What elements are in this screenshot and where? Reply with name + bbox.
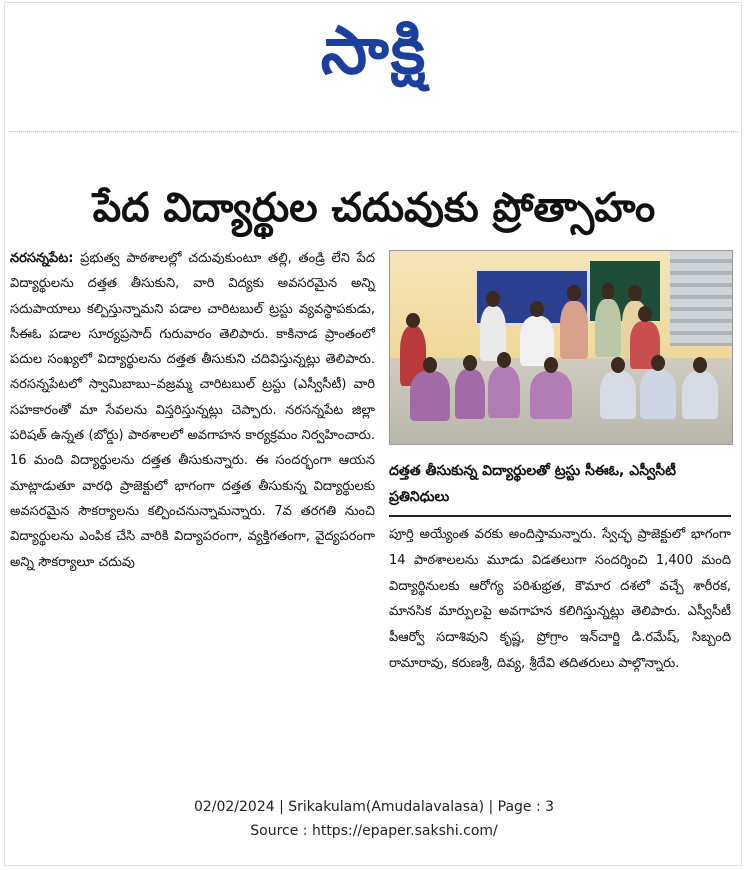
photo-person (455, 369, 485, 419)
photo-person-head (530, 301, 544, 317)
article-dateline: నరసన్నపేట: (10, 251, 74, 266)
photo-person-head (497, 352, 511, 368)
photo-person (560, 301, 588, 359)
photo-person (410, 371, 450, 421)
photo-person (640, 369, 676, 419)
photo-person (600, 371, 636, 419)
article-photo (389, 250, 733, 445)
page-footer (0, 795, 748, 843)
article-body-left: ప్రభుత్వ పాఠశాలల్లో చదువుకుంటూ తల్లి, తండ్రి లేని పేద విద్యార్థులను దత్తత తీసుకుని, వారి విద్యకు అవసరమైన అన్ని సదుపాయాలు కల్పిస్తున్నామని పడాల చారిటబుల్ ట్రస్టు వ్యవస్థాపకుడు, సీఈఓ పడాల సూర్యప్రసాద్ గురువారం తెలిపారు. కాకినాడ ప్రాంతంలో పదుల సంఖ్యలో విద్యార్థులను దత్తత తీసుకుని చదివిస్తున్నట్లు తెలిపారు. నరసన్నపేటలో స్వామిబాబు–వజ్రమ్మ చారిటబుల్ ట్రస్టు (ఎస్వీసీటీ) వారి సహకారంతో మా సేవలను విస్తరిస్తున్నట్లు చెప్పారు. నరసన్నపేట జిల్లా పరిషత్ ఉన్నత (బోర్డు) పాఠశాలలో అవగాహన కార్యక్రమం నిర్వహించారు. 16 మంది విద్యార్థులను దత్తత తీసుకున్నారు. ఈ సందర్భంగా ఆయన మాట్లాడుతూ వారధి ప్రాజెక్టులో భాగంగా దత్తత తీసుకున్న విద్యార్థులకు అవసరమైన సౌకర్యాలను కల్పించనున్నామన్నారు. 7వ తరగతి నుంచి విద్యార్థులను ఎంపిక చేసి వారికి విద్యాపరంగా, వ్యక్తిగతంగా, వైద్యపరంగా అన్ని సౌకర్యాలూ చదువు (10, 251, 375, 570)
photo-person (595, 299, 621, 357)
photo-person-head (544, 357, 558, 373)
photo-person-head (423, 357, 437, 373)
photo-person-head (638, 306, 652, 322)
photo-person-head (651, 355, 665, 371)
photo-person-head (693, 357, 707, 373)
photo-person-head (611, 357, 625, 373)
article-headline: పేద విద్యార్థుల చదువుకు ప్రోత్సాహం (92, 184, 656, 231)
photo-caption: దత్తత తీసుకున్న విద్యార్థులతో ట్రస్టు సీఈఓ, ఎస్వీసీటీ ప్రతినిధులు (389, 463, 676, 505)
caption-divider (389, 515, 731, 517)
photo-person (488, 366, 520, 418)
photo-water-tank (670, 251, 732, 346)
photo-person-head (567, 285, 581, 301)
photo-person-head (406, 313, 420, 328)
photo-person (682, 371, 718, 419)
article-column-left (10, 246, 375, 575)
photo-person (530, 371, 572, 419)
masthead (0, 6, 748, 102)
photo-person-head (601, 283, 615, 299)
article-body-right: పూర్తి అయ్యేంత వరకు అందిస్తామన్నారు. స్వేచ్ఛ ప్రాజెక్టులో భాగంగా 14 పాఠశాలలను మూడు విడతలుగా సందర్శించి 1,400 మంది విద్యార్థినులకు ఆరోగ్య పరిశుభ్రత, కౌమార దశలో వచ్చే శారీరక, మానసిక మార్పులపై అవగాహన కలిగిస్తున్నట్లు తెలిపారు. ఎస్వీసీటీ పీఆర్వో సదాశివుని కృష్ణ, ప్రోగ్రాం ఇన్‌చార్జి డి.రమేష్, సిబ్బంది రామారావు, కరుణశ్రీ, దివ్య, శ్రీదేవి తదితరులు పాల్గొన్నారు. (389, 527, 731, 671)
photo-person-head (463, 355, 477, 371)
source-link[interactable]: Source : https://epaper.sakshi.com/ (250, 823, 498, 839)
photo-person-head (486, 291, 500, 307)
header-divider (10, 131, 738, 132)
article-column-right (389, 522, 731, 677)
edition-info: 02/02/2024 | Srikakulam(Amudalavalasa) | Page : 3 (193, 799, 555, 815)
photo-person-head (628, 285, 642, 301)
newspaper-logo: సాక్షి (320, 12, 428, 89)
